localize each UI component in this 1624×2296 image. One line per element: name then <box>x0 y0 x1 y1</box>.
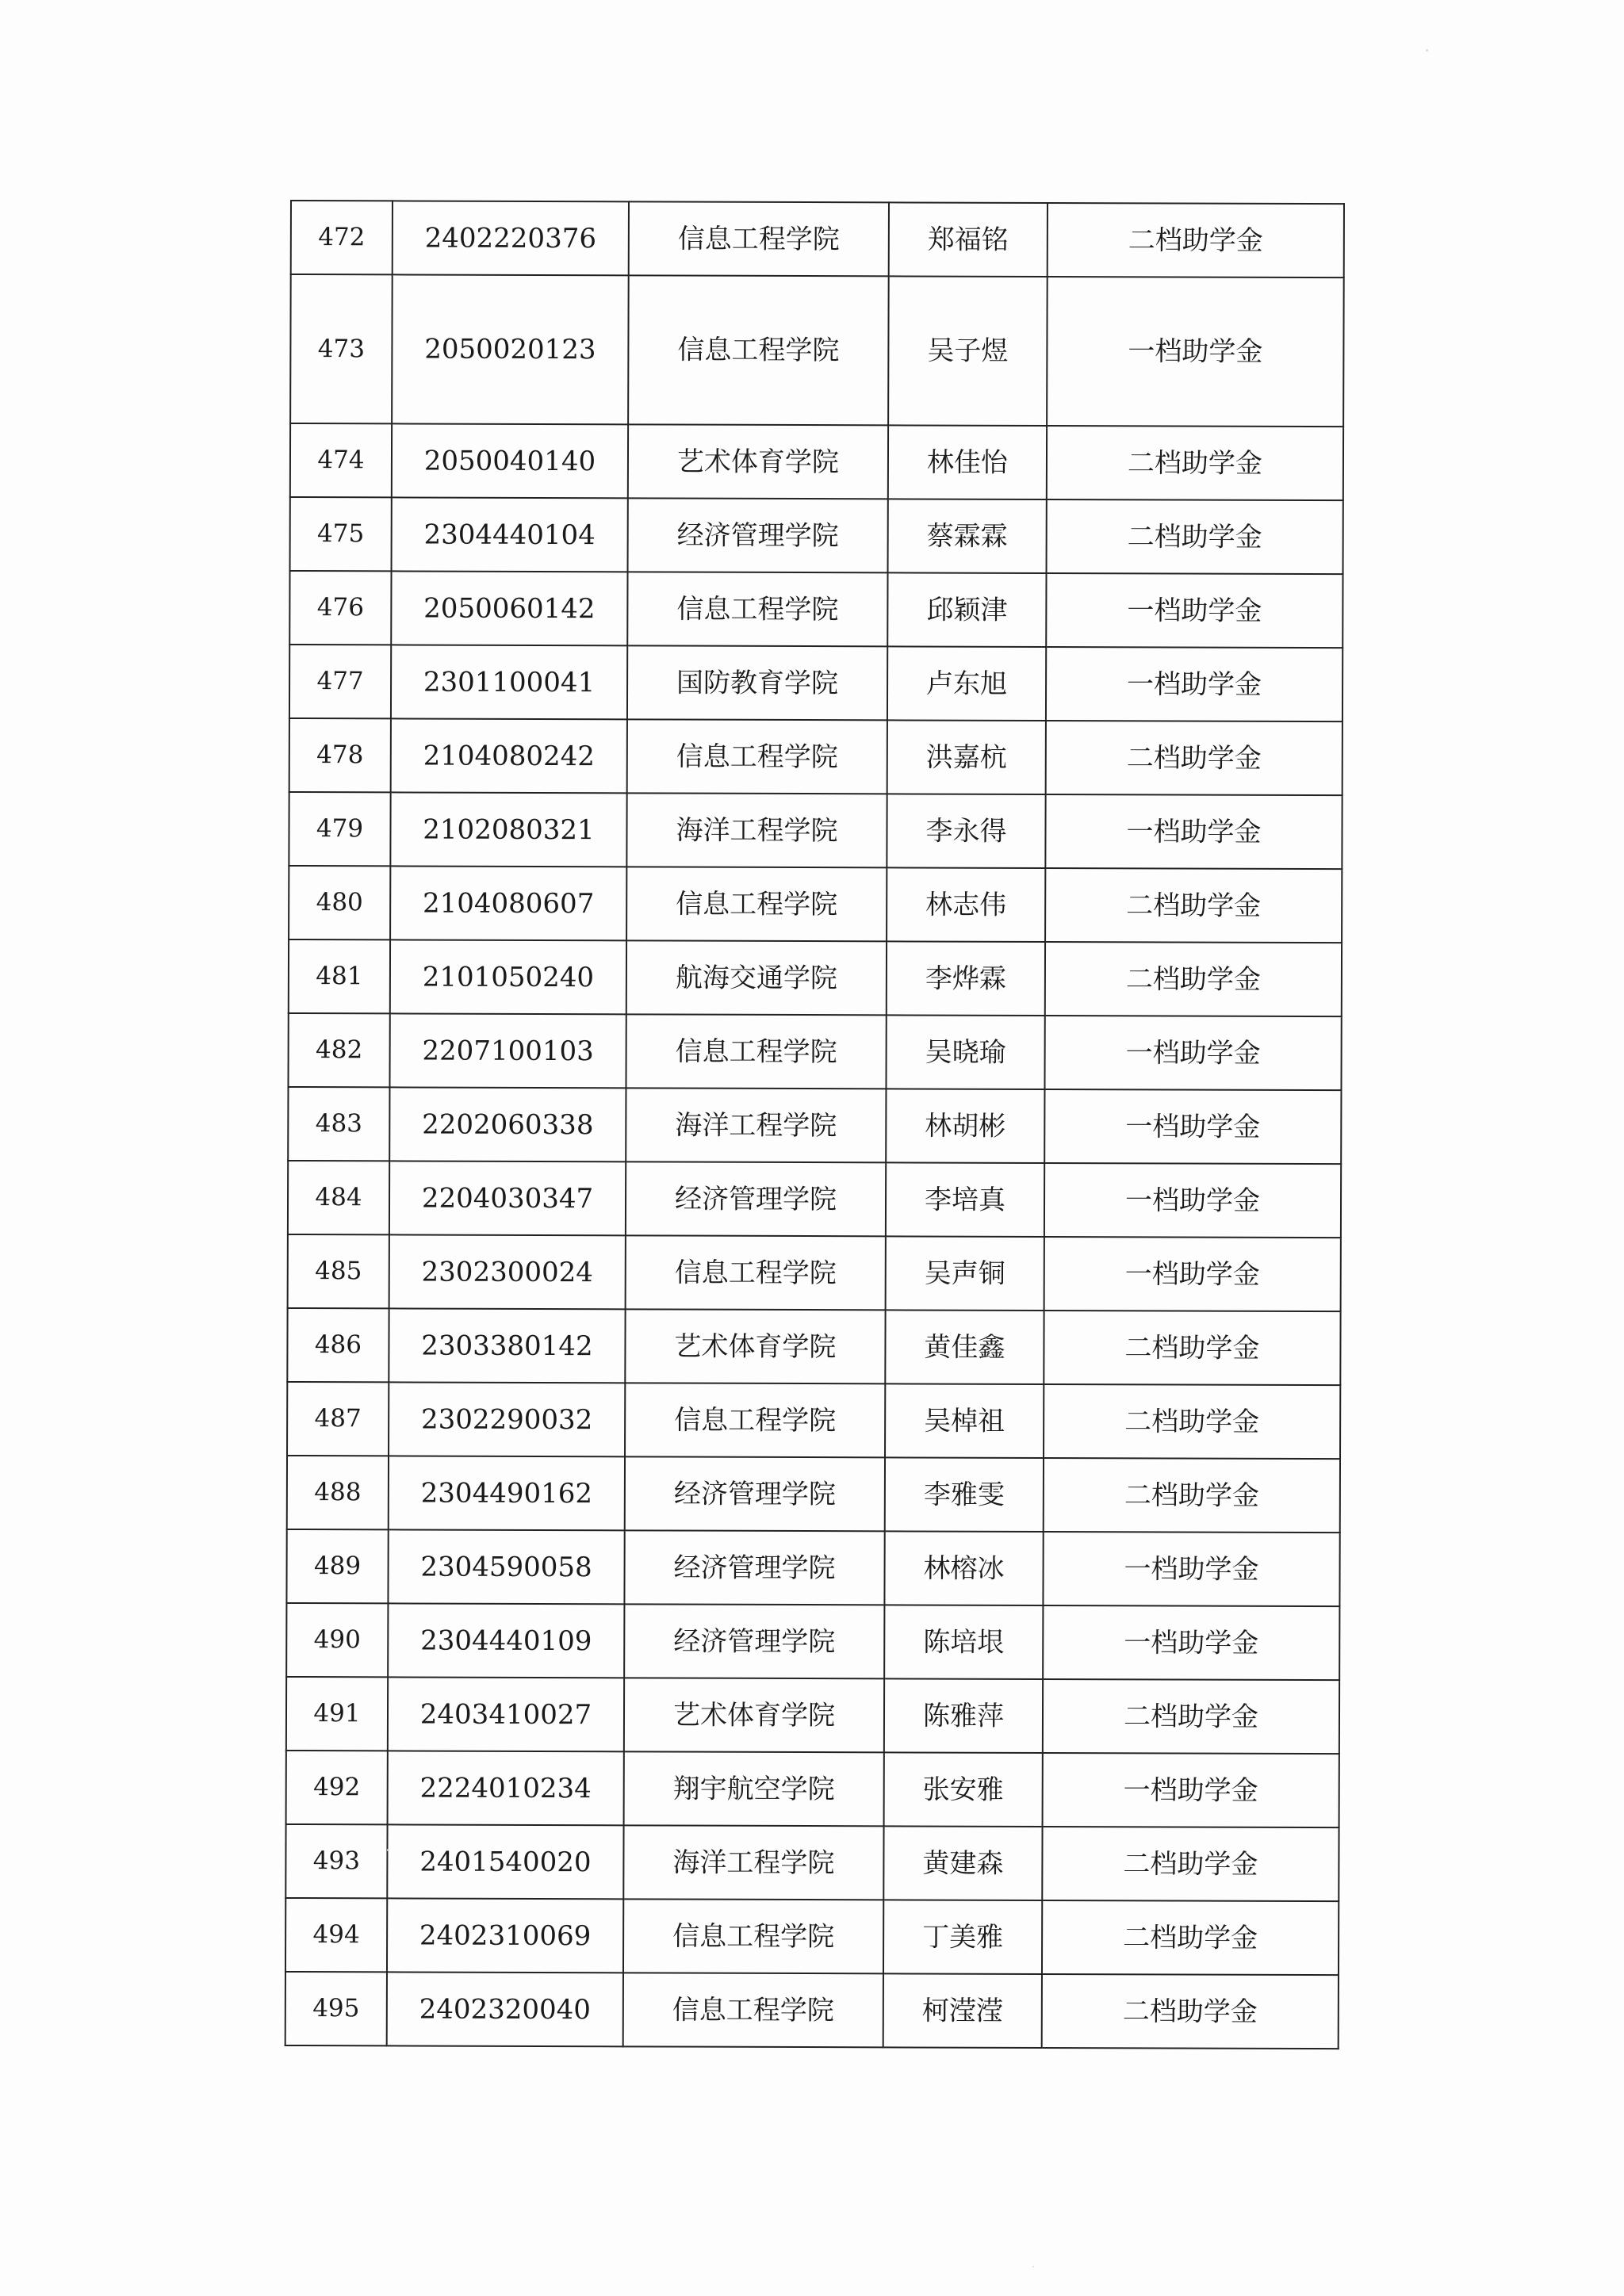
student-id: 2303380142 <box>389 1308 625 1383</box>
college-name: 海洋工程学院 <box>626 1088 886 1162</box>
grant-grade: 一档助学金 <box>1045 794 1342 869</box>
student-name: 张安雅 <box>884 1752 1043 1827</box>
table-row <box>290 274 1344 427</box>
student-name: 黄佳鑫 <box>885 1310 1044 1384</box>
grant-grade: 二档助学金 <box>1042 1900 1339 1975</box>
table-row <box>289 792 1342 869</box>
college-name: 经济管理学院 <box>624 1604 884 1678</box>
student-id: 2402320040 <box>387 1972 623 2046</box>
college-name: 信息工程学院 <box>625 1383 885 1457</box>
college-name: 信息工程学院 <box>626 1014 886 1089</box>
college-name: 翔宇航空学院 <box>624 1751 884 1826</box>
table-row <box>287 1456 1340 1533</box>
table-row <box>286 1529 1339 1606</box>
student-id: 2301100041 <box>391 645 627 719</box>
student-id: 2101050240 <box>390 939 626 1014</box>
grant-grade: 一档助学金 <box>1043 1532 1339 1606</box>
table-row <box>287 1308 1340 1385</box>
row-number: 482 <box>288 1013 389 1087</box>
student-name: 黄建森 <box>883 1826 1042 1900</box>
row-number: 481 <box>289 939 390 1013</box>
student-name: 蔡霖霖 <box>888 499 1047 573</box>
table-row <box>285 1898 1339 1975</box>
row-number: 480 <box>289 866 390 939</box>
student-name: 李培真 <box>886 1162 1044 1237</box>
row-number: 495 <box>285 1972 387 2045</box>
college-name: 信息工程学院 <box>626 1235 886 1310</box>
row-number: 491 <box>286 1677 388 1751</box>
student-id: 2304490162 <box>389 1456 625 1530</box>
grant-grade: 一档助学金 <box>1046 573 1342 648</box>
grant-grade: 一档助学金 <box>1044 1237 1341 1311</box>
table-row <box>289 866 1342 943</box>
student-name: 林佳怡 <box>888 425 1047 499</box>
row-number: 488 <box>287 1456 389 1529</box>
student-id: 2104080242 <box>391 718 627 793</box>
college-name: 艺术体育学院 <box>625 1309 885 1383</box>
student-id: 2304590058 <box>388 1529 624 1604</box>
student-name: 郑福铭 <box>889 202 1048 277</box>
table-row <box>289 645 1342 721</box>
college-name: 航海交通学院 <box>626 940 887 1015</box>
college-name: 国防教育学院 <box>627 645 887 720</box>
scan-speck <box>1032 2266 1034 2267</box>
row-number: 476 <box>289 571 391 645</box>
student-id: 2104080607 <box>390 866 626 940</box>
grant-grade: 一档助学金 <box>1043 1605 1339 1680</box>
student-name: 李烨霖 <box>887 941 1045 1016</box>
row-number: 486 <box>287 1308 389 1382</box>
student-id: 2207100103 <box>389 1013 626 1088</box>
student-id: 2302300024 <box>389 1234 626 1309</box>
grant-grade: 一档助学金 <box>1044 1089 1341 1164</box>
table-row <box>288 1161 1341 1238</box>
row-number: 493 <box>285 1824 387 1898</box>
table-row <box>289 718 1342 795</box>
table-row <box>286 1603 1339 1680</box>
student-name: 吴棹祖 <box>885 1383 1044 1458</box>
grant-grade: 二档助学金 <box>1044 1384 1340 1459</box>
student-id: 2304440104 <box>392 497 628 572</box>
student-name: 陈培垠 <box>884 1605 1043 1679</box>
college-name: 海洋工程学院 <box>626 793 887 867</box>
college-name: 信息工程学院 <box>627 572 887 646</box>
student-name: 柯滢滢 <box>883 1973 1042 2048</box>
row-number: 484 <box>288 1161 389 1234</box>
college-name: 信息工程学院 <box>627 719 887 794</box>
college-name: 海洋工程学院 <box>623 1825 883 1900</box>
student-name: 吴晓瑜 <box>886 1015 1044 1089</box>
row-number: 490 <box>286 1603 388 1677</box>
college-name: 信息工程学院 <box>629 201 889 276</box>
student-id: 2050060142 <box>391 571 627 645</box>
row-number: 477 <box>289 645 391 718</box>
student-id: 2302290032 <box>389 1382 625 1456</box>
table-row <box>290 497 1343 574</box>
grant-grade: 二档助学金 <box>1043 1679 1339 1754</box>
grant-grade: 二档助学金 <box>1048 203 1344 277</box>
college-name: 信息工程学院 <box>628 275 889 425</box>
student-id: 2102080321 <box>390 792 626 867</box>
row-number: 489 <box>286 1529 388 1603</box>
grant-grade: 一档助学金 <box>1044 1163 1341 1238</box>
row-number: 483 <box>288 1087 389 1161</box>
table-row <box>285 1824 1339 1901</box>
student-id: 2204030347 <box>389 1161 626 1235</box>
table-row <box>286 1677 1339 1754</box>
row-number: 492 <box>286 1751 388 1824</box>
table-row <box>288 1234 1341 1311</box>
student-name: 林志伟 <box>887 867 1045 942</box>
table-row <box>288 1013 1341 1090</box>
student-name: 吴子煜 <box>888 276 1048 426</box>
grant-grade: 二档助学金 <box>1045 868 1342 943</box>
table-row <box>287 1382 1340 1459</box>
scan-speck <box>387 1849 389 1851</box>
student-name: 李雅雯 <box>885 1457 1044 1532</box>
table-row <box>288 1087 1341 1164</box>
college-name: 经济管理学院 <box>626 1161 886 1236</box>
student-id: 2402310069 <box>387 1898 623 1973</box>
student-id: 2202060338 <box>389 1087 626 1161</box>
student-id: 2401540020 <box>387 1824 623 1899</box>
student-id: 2224010234 <box>388 1751 624 1825</box>
student-id: 2050020123 <box>392 274 629 424</box>
grant-grade: 二档助学金 <box>1044 1458 1340 1533</box>
row-number: 478 <box>289 718 391 792</box>
student-id: 2304440109 <box>388 1603 624 1678</box>
grant-grade: 二档助学金 <box>1042 1827 1339 1901</box>
row-number: 494 <box>285 1898 387 1972</box>
grant-grade: 一档助学金 <box>1047 277 1344 427</box>
grant-grade: 二档助学金 <box>1044 1311 1340 1385</box>
scholarship-roster-table <box>285 200 1345 2049</box>
student-name: 邱颖津 <box>887 572 1046 647</box>
student-id: 2402220376 <box>393 201 629 275</box>
grant-grade: 二档助学金 <box>1047 499 1343 574</box>
grant-grade: 二档助学金 <box>1045 942 1342 1016</box>
student-name: 陈雅萍 <box>884 1678 1043 1753</box>
grant-grade: 一档助学金 <box>1043 1753 1339 1827</box>
student-name: 卢东旭 <box>887 646 1046 721</box>
grant-grade: 一档助学金 <box>1046 647 1342 721</box>
row-number: 474 <box>290 423 392 497</box>
table-row <box>289 939 1342 1016</box>
college-name: 信息工程学院 <box>626 867 887 941</box>
student-name: 丁美雅 <box>883 1900 1042 1974</box>
student-name: 吴声铜 <box>886 1236 1044 1311</box>
grant-grade: 二档助学金 <box>1046 721 1342 795</box>
row-number: 479 <box>289 792 390 866</box>
table-row <box>291 201 1344 277</box>
roster-body <box>285 201 1344 2049</box>
college-name: 信息工程学院 <box>623 1973 883 2047</box>
table-row <box>286 1751 1339 1827</box>
student-id: 2050040140 <box>392 423 628 498</box>
row-number: 472 <box>291 201 393 274</box>
student-id: 2403410027 <box>388 1677 624 1751</box>
scan-speck <box>1426 49 1428 52</box>
table-row <box>290 423 1343 500</box>
student-name: 洪嘉杭 <box>887 720 1046 794</box>
grant-grade: 二档助学金 <box>1047 426 1343 500</box>
row-number: 487 <box>287 1382 389 1456</box>
college-name: 信息工程学院 <box>623 1899 883 1973</box>
table-row <box>285 1972 1339 2049</box>
college-name: 经济管理学院 <box>628 498 888 572</box>
student-name: 李永得 <box>887 794 1045 868</box>
grant-grade: 一档助学金 <box>1044 1016 1341 1090</box>
college-name: 艺术体育学院 <box>628 424 888 499</box>
grant-grade: 二档助学金 <box>1042 1974 1339 2049</box>
college-name: 经济管理学院 <box>625 1456 885 1531</box>
college-name: 艺术体育学院 <box>624 1678 884 1752</box>
row-number: 475 <box>290 497 392 571</box>
table-row <box>289 571 1342 648</box>
row-number: 473 <box>290 274 393 423</box>
student-name: 林榕冰 <box>884 1531 1043 1605</box>
row-number: 485 <box>288 1234 389 1308</box>
student-name: 林胡彬 <box>886 1089 1044 1163</box>
college-name: 经济管理学院 <box>624 1530 884 1605</box>
